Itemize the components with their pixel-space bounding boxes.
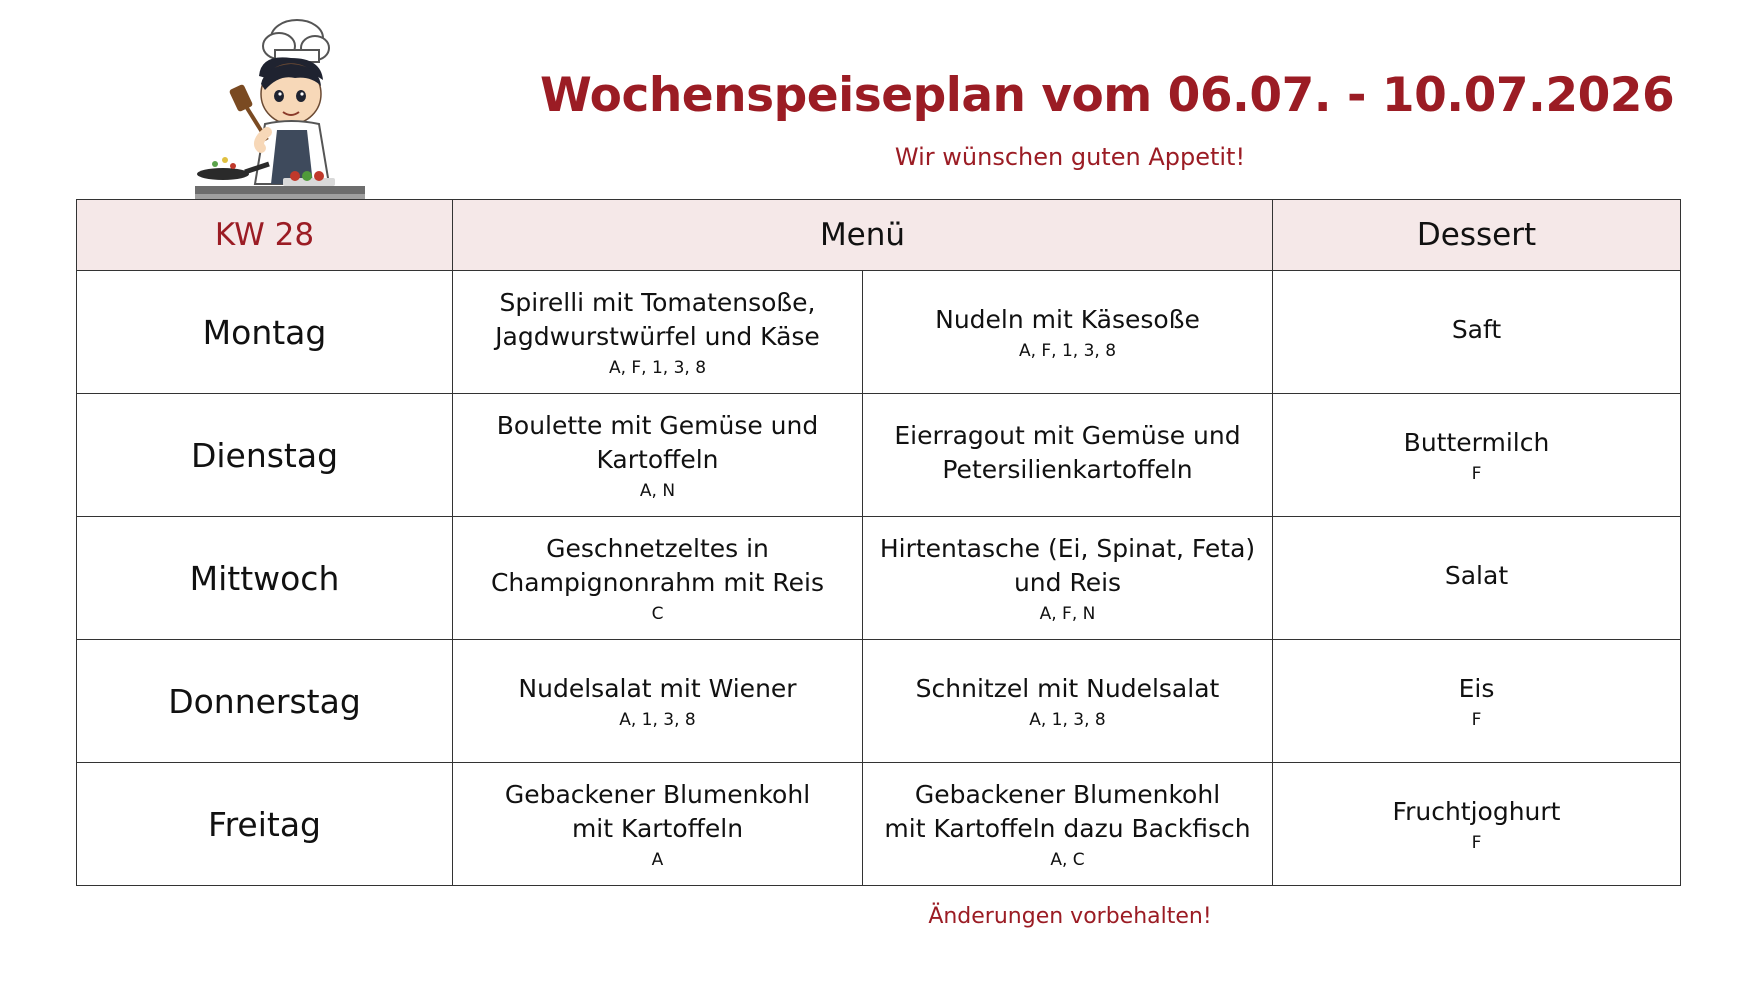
menu2-allergens: A, F, 1, 3, 8 (1018, 341, 1117, 361)
footer-note: Änderungen vorbehalten! (928, 904, 1212, 929)
table-row (77, 640, 1681, 763)
day-label: Dienstag (190, 435, 339, 475)
menu2-allergens: A, 1, 3, 8 (1029, 710, 1106, 730)
dessert-dish: Eis (1458, 674, 1495, 703)
menu1-dish: Boulette mit Gemüse und Kartoffeln (496, 411, 819, 474)
menu2-dish: Schnitzel mit Nudelsalat (915, 674, 1220, 703)
menu-header: Menü (453, 200, 1273, 271)
dessert-dish: Salat (1444, 561, 1509, 590)
table-row (77, 271, 1681, 394)
dessert-allergens: F (1471, 464, 1482, 484)
menu2-dish: Hirtentasche (Ei, Spinat, Feta) und Reis (879, 534, 1256, 597)
chef-cooking-icon (195, 14, 365, 199)
table-header-row (77, 200, 1681, 271)
menu1-dish: Spirelli mit Tomatensoße, Jagdwurstwürfel und Käse (495, 288, 820, 351)
dessert-dish: Fruchtjoghurt (1392, 797, 1561, 826)
page-title: Wochenspeiseplan vom 06.07. - 10.07.2026 (540, 68, 1675, 123)
menu1-allergens: A, F, 1, 3, 8 (608, 358, 707, 378)
menu2-dish: Eierragout mit Gemüse und Petersilienkartoffeln (894, 421, 1241, 484)
dessert-header: Dessert (1273, 200, 1681, 271)
menu1-allergens: C (651, 604, 664, 624)
day-label: Freitag (207, 804, 321, 844)
menu1-dish: Geschnetzeltes in Champignonrahm mit Reis (490, 534, 825, 597)
dessert-allergens: F (1471, 833, 1482, 853)
menu2-allergens: A, C (1050, 850, 1085, 870)
week-label: KW 28 (77, 200, 453, 271)
table-row (77, 763, 1681, 886)
menu1-dish: Nudelsalat mit Wiener (518, 674, 797, 703)
table-row (77, 394, 1681, 517)
day-label: Montag (202, 312, 327, 352)
menu1-allergens: A (651, 850, 664, 870)
menu1-allergens: A, 1, 3, 8 (619, 710, 696, 730)
table-row (77, 517, 1681, 640)
menu-table (76, 199, 1681, 886)
menu1-allergens: A, N (639, 481, 676, 501)
menu1-dish: Gebackener Blumenkohl mit Kartoffeln (504, 780, 811, 843)
day-label: Donnerstag (168, 681, 361, 721)
dessert-dish: Saft (1451, 315, 1502, 344)
dessert-dish: Buttermilch (1403, 428, 1550, 457)
menu2-allergens: A, F, N (1039, 604, 1096, 624)
day-label: Mittwoch (189, 558, 340, 598)
dessert-allergens: F (1471, 710, 1482, 730)
menu2-dish: Gebackener Blumenkohl mit Kartoffeln dazu Backfisch (884, 780, 1251, 843)
page-subtitle: Wir wünschen guten Appetit! (894, 143, 1246, 171)
menu2-dish: Nudeln mit Käsesoße (935, 305, 1200, 334)
